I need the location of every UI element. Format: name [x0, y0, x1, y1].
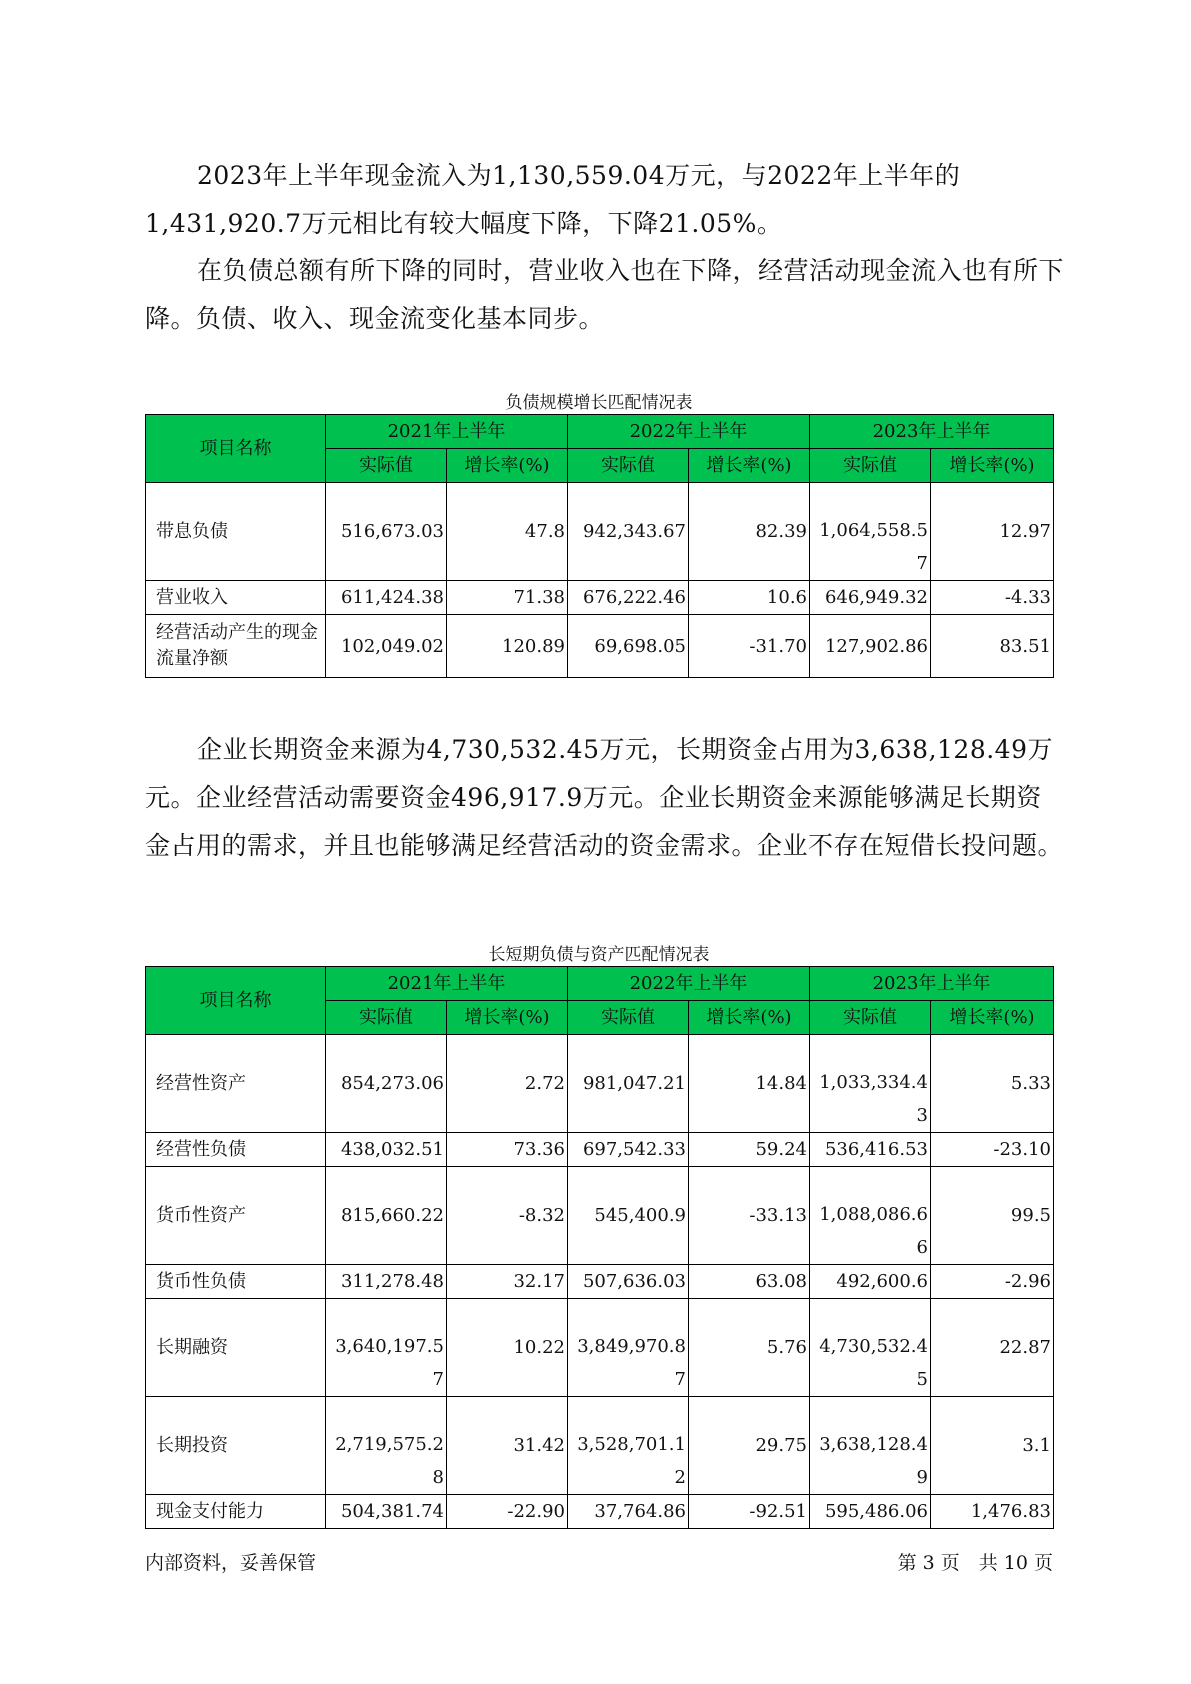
header-period: 2023年上半年	[810, 967, 1054, 1001]
cell: 83.51	[931, 615, 1054, 678]
cell: 2.72	[447, 1035, 568, 1133]
cell: 3,849,970.87	[568, 1299, 689, 1397]
cell: 37,764.86	[568, 1495, 689, 1529]
row-name: 货币性资产	[146, 1167, 326, 1265]
row-name: 长期投资	[146, 1397, 326, 1495]
cell: -2.96	[931, 1265, 1054, 1299]
cell: -31.70	[689, 615, 810, 678]
footer-page-number: 第 3 页 共 10 页	[897, 1552, 1053, 1574]
row-name: 营业收入	[146, 581, 326, 615]
paragraph-long-term-funds: 企业长期资金来源为4,730,532.45万元，长期资金占用为3,638,128.49万元。企业经营活动需要资金496,917.9万元。企业长期资金来源能够满足长期资金占用的需求，并且也能够满足经营活动的资金需求。企业不存在短借长投问题。	[145, 735, 1064, 860]
cell: 545,400.9	[568, 1167, 689, 1265]
row-name: 长期融资	[146, 1299, 326, 1397]
header-item-name: 项目名称	[146, 415, 326, 483]
table-row	[146, 615, 1054, 678]
cell: 3,640,197.57	[326, 1299, 447, 1397]
table2-caption: 长短期负债与资产匹配情况表	[488, 945, 710, 965]
cell: -22.90	[447, 1495, 568, 1529]
cell: 815,660.22	[326, 1167, 447, 1265]
cell: 32.17	[447, 1265, 568, 1299]
cell: 5.33	[931, 1035, 1054, 1133]
header-sub: 实际值	[810, 1001, 931, 1035]
cell: 611,424.38	[326, 581, 447, 615]
header-period: 2022年上半年	[568, 415, 810, 449]
cell: -4.33	[931, 581, 1054, 615]
table-row	[146, 1397, 1054, 1495]
cell: 676,222.46	[568, 581, 689, 615]
cell: 311,278.48	[326, 1265, 447, 1299]
cell: 14.84	[689, 1035, 810, 1133]
cell: 12.97	[931, 483, 1054, 581]
cell: 1,033,334.43	[810, 1035, 931, 1133]
cell: 646,949.32	[810, 581, 931, 615]
table-row	[146, 1265, 1054, 1299]
cell: 31.42	[447, 1397, 568, 1495]
cell: 73.36	[447, 1133, 568, 1167]
cell: 507,636.03	[568, 1265, 689, 1299]
cell: 981,047.21	[568, 1035, 689, 1133]
cell: 5.76	[689, 1299, 810, 1397]
cell: 47.8	[447, 483, 568, 581]
paragraph-sync-change: 在负债总额有所下降的同时，营业收入也在下降，经营活动现金流入也有所下降。负债、收入、现金流变化基本同步。	[145, 256, 1065, 333]
header-sub: 实际值	[568, 449, 689, 483]
cell: 71.38	[447, 581, 568, 615]
header-sub: 实际值	[326, 449, 447, 483]
cell: 1,476.83	[931, 1495, 1054, 1529]
cell: 438,032.51	[326, 1133, 447, 1167]
header-sub: 增长率(%)	[689, 449, 810, 483]
header-sub: 增长率(%)	[689, 1001, 810, 1035]
cell: 99.5	[931, 1167, 1054, 1265]
cell: 120.89	[447, 615, 568, 678]
row-name: 经营性负债	[146, 1133, 326, 1167]
table-row	[146, 1299, 1054, 1397]
cell: 697,542.33	[568, 1133, 689, 1167]
row-name: 现金支付能力	[146, 1495, 326, 1529]
cell: 942,343.67	[568, 483, 689, 581]
cell: 69,698.05	[568, 615, 689, 678]
header-sub: 增长率(%)	[931, 1001, 1054, 1035]
header-sub: 增长率(%)	[447, 1001, 568, 1035]
header-sub: 实际值	[326, 1001, 447, 1035]
cell: 59.24	[689, 1133, 810, 1167]
cell: 1,064,558.57	[810, 483, 931, 581]
header-sub: 实际值	[568, 1001, 689, 1035]
cell: 492,600.6	[810, 1265, 931, 1299]
cell: 102,049.02	[326, 615, 447, 678]
paragraph-cash-inflow: 2023年上半年现金流入为1,130,559.04万元，与2022年上半年的1,431,920.7万元相比有较大幅度下降，下降21.05%。	[145, 161, 961, 238]
asset-liability-match-table	[145, 966, 1054, 1529]
debt-growth-table	[145, 414, 1054, 678]
cell: 3,528,701.12	[568, 1397, 689, 1495]
cell: -23.10	[931, 1133, 1054, 1167]
header-item-name: 项目名称	[146, 967, 326, 1035]
header-period: 2021年上半年	[326, 967, 568, 1001]
header-period: 2022年上半年	[568, 967, 810, 1001]
table-row	[146, 1495, 1054, 1529]
cell: 2,719,575.28	[326, 1397, 447, 1495]
table-row	[146, 1167, 1054, 1265]
cell: 516,673.03	[326, 483, 447, 581]
header-period: 2021年上半年	[326, 415, 568, 449]
cell: 3,638,128.49	[810, 1397, 931, 1495]
table-row	[146, 581, 1054, 615]
row-name: 经营活动产生的现金流量净额	[146, 615, 326, 678]
cell: 29.75	[689, 1397, 810, 1495]
cell: 595,486.06	[810, 1495, 931, 1529]
cell: 10.22	[447, 1299, 568, 1397]
table1-caption: 负债规模增长匹配情况表	[505, 393, 693, 413]
row-name: 经营性资产	[146, 1035, 326, 1133]
cell: 63.08	[689, 1265, 810, 1299]
cell: 22.87	[931, 1299, 1054, 1397]
header-sub: 增长率(%)	[931, 449, 1054, 483]
table-row	[146, 483, 1054, 581]
cell: 536,416.53	[810, 1133, 931, 1167]
table-row	[146, 1133, 1054, 1167]
cell: 10.6	[689, 581, 810, 615]
cell: -92.51	[689, 1495, 810, 1529]
header-period: 2023年上半年	[810, 415, 1054, 449]
cell: 854,273.06	[326, 1035, 447, 1133]
cell: 127,902.86	[810, 615, 931, 678]
footer-confidential-note: 内部资料，妥善保管	[145, 1552, 317, 1574]
header-sub: 实际值	[810, 449, 931, 483]
cell: 1,088,086.66	[810, 1167, 931, 1265]
row-name: 货币性负债	[146, 1265, 326, 1299]
table-row	[146, 1035, 1054, 1133]
cell: -8.32	[447, 1167, 568, 1265]
header-sub: 增长率(%)	[447, 449, 568, 483]
row-name: 带息负债	[146, 483, 326, 581]
cell: 82.39	[689, 483, 810, 581]
cell: 504,381.74	[326, 1495, 447, 1529]
cell: -33.13	[689, 1167, 810, 1265]
cell: 4,730,532.45	[810, 1299, 931, 1397]
cell: 3.1	[931, 1397, 1054, 1495]
